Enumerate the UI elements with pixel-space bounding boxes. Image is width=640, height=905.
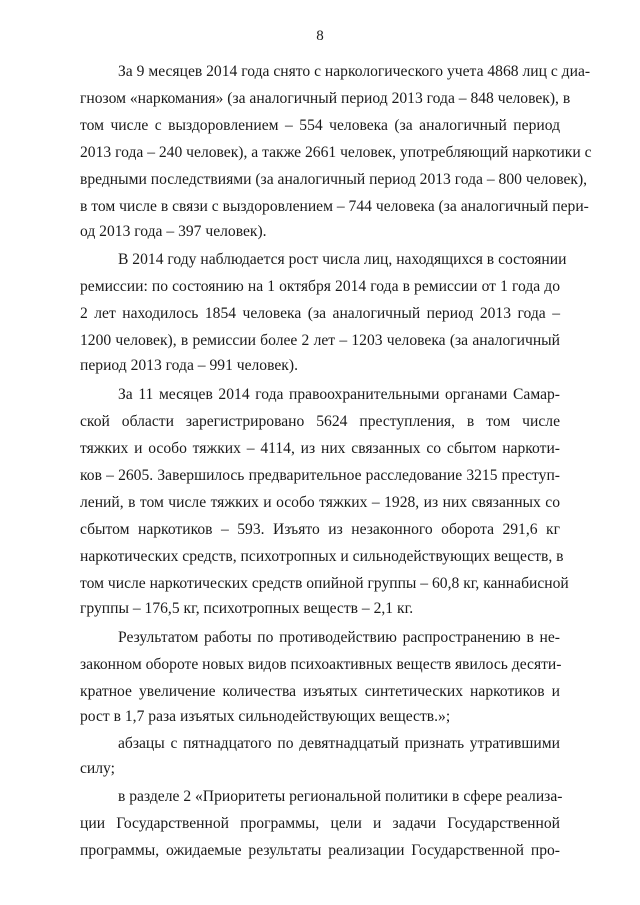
text-line: В 2014 году наблюдается рост числа лиц, находящихся в состоянии bbox=[118, 251, 567, 268]
text-line: силу; bbox=[80, 760, 115, 777]
text-line: од 2013 года – 397 человек). bbox=[80, 223, 267, 240]
text-line: Результатом работы по противодействию распространению в не- bbox=[118, 629, 560, 646]
text-line: период 2013 года – 991 человек). bbox=[80, 357, 298, 374]
text-line: За 11 месяцев 2014 года правоохранительными органами Самар- bbox=[118, 386, 560, 403]
text-line: в том числе в связи с выздоровлением – 744 человека (за аналогичный пери- bbox=[80, 198, 589, 215]
text-line: 2013 года – 240 человек), а также 2661 человек, употребляющий наркотики с bbox=[80, 144, 592, 161]
text-line: кратное увеличение количества изъятых синтетических наркотиков и bbox=[80, 683, 560, 700]
text-line: гнозом «наркомания» (за аналогичный период 2013 года – 848 человек), в bbox=[80, 90, 571, 107]
text-line: сбытом наркотиков – 593. Изъято из незаконного оборота 291,6 кг bbox=[80, 521, 560, 538]
text-line: вредными последствиями (за аналогичный период 2013 года – 800 человек), bbox=[80, 171, 588, 188]
text-line: рост в 1,7 раза изъятых сильнодействующих веществ.»; bbox=[80, 708, 451, 725]
text-line: том числе наркотических средств опийной группы – 60,8 кг, каннабисной bbox=[80, 575, 569, 592]
text-line: законном обороте новых видов психоактивных веществ явилось десяти- bbox=[80, 656, 562, 673]
text-line: том числе с выздоровлением – 554 человека (за аналогичный период bbox=[80, 117, 560, 134]
text-line: За 9 месяцев 2014 года снято с наркологического учета 4868 лиц с диа- bbox=[118, 63, 591, 80]
text-line: тяжких и особо тяжких – 4114, из них связанных со сбытом наркоти- bbox=[80, 440, 560, 457]
text-line: группы – 176,5 кг, психотропных веществ – 2,1 кг. bbox=[80, 600, 414, 617]
text-line: лений, в том числе тяжких и особо тяжких – 1928, из них связанных со bbox=[80, 494, 560, 511]
text-line: наркотических средств, психотропных и сильнодействующих веществ, в bbox=[80, 548, 564, 565]
text-line: ремиссии: по состоянию на 1 октября 2014 года в ремиссии от 1 года до bbox=[80, 278, 560, 295]
text-line: в разделе 2 «Приоритеты региональной политики в сфере реализа- bbox=[118, 788, 563, 805]
text-line: 1200 человек), в ремиссии более 2 лет – 1203 человека (за аналогичный bbox=[80, 332, 560, 349]
text-line: абзацы с пятнадцатого по девятнадцатый признать утратившими bbox=[118, 735, 560, 752]
text-line: ции Государственной программы, цели и задачи Государственной bbox=[80, 815, 560, 832]
text-line: ков – 2605. Завершилось предварительное расследование 3215 преступ- bbox=[80, 467, 560, 484]
text-line: ской области зарегистрировано 5624 преступления, в том числе bbox=[80, 413, 560, 430]
text-line: программы, ожидаемые результаты реализации Государственной про- bbox=[80, 842, 560, 859]
page-number: 8 bbox=[316, 28, 324, 44]
text-line: 2 лет находилось 1854 человека (за аналогичный период 2013 года – bbox=[80, 305, 560, 322]
